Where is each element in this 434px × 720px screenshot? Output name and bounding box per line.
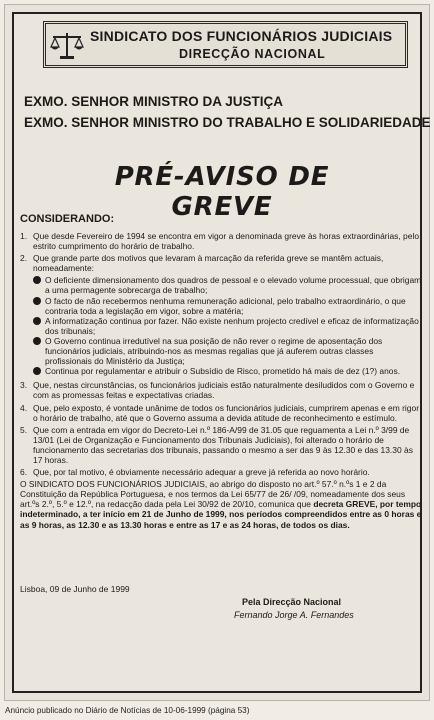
bullet-text: Continua por regulamentar e atribuir o Subsídio de Risco, prometido há mais de dez (1?) anos. [45, 366, 401, 377]
announcement-frame [12, 12, 431, 693]
union-header [43, 21, 408, 68]
bullet-item [33, 316, 422, 336]
list-item [20, 403, 422, 423]
item-number: 5. [20, 424, 28, 435]
announcement-body [20, 231, 422, 530]
closing-paragraph [20, 479, 422, 529]
item-number: 1. [20, 231, 28, 241]
list-item [20, 467, 422, 477]
bullet-item [33, 336, 422, 366]
bullet-text: O Governo continua irredutível na sua posição de não rever o regime de aposentação dos funcionários judiciais, atribuindo-nos as mesmas regalias que já auferem outras classes profissionais do Ministério da Justiça; [45, 335, 383, 367]
union-name: SINDICATO DOS FUNCIONÁRIOS JUDICIAIS [90, 28, 393, 44]
closing-text: O SINDICATO DOS FUNCIONÁRIOS JUDICIAIS, ao abrigo do disposto no art.º 57.º n.ºs 1 e 2 da Constituição da República Portuguesa, e nos termos da Lei 65/77 de 26/ /09, nomeadamente dos seus art.ºs 2.º, 5.º e 12.º, na redacção dada pela Lei 30/92 de 20/10, comunica que [20, 479, 406, 510]
item-number: 2. [20, 253, 28, 264]
strike-declaration: decreta GREVE, por tempo indeterminado, a ter início em 21 de Junho de 1999, nos períodos compreendidos entre as 0 horas e as 9 horas, as 12.30 e as 13.30 horas e entre as 17 e as 24 horas, de todos os dias. [20, 499, 422, 530]
item-text: Que, nestas circunstâncias, os funcionários judiciais estão naturalmente desiludidos com o Governo e com as promessas feitas e expectativas criadas. [33, 380, 415, 401]
addressee-justice-minister: EXMO. SENHOR MINISTRO DA JUSTIÇA [24, 94, 284, 109]
bullet-item [33, 296, 422, 316]
signature-body: Pela Direcção Nacional [242, 597, 342, 607]
bullet-icon [33, 367, 41, 375]
bullet-icon [33, 337, 41, 345]
item-text: Que grande parte dos motivos que levaram à marcação da referida greve se mantêm actuais, nomeadamente: [33, 253, 384, 274]
bullet-icon [33, 276, 41, 284]
list-item [20, 380, 422, 400]
bullet-text: A informatização continua por fazer. Não existe nenhum projecto credível e eficaz de informatização dos tribunais; [45, 315, 419, 336]
newspaper-clipping [4, 4, 430, 701]
place-date: Lisboa, 09 de Junho de 1999 [20, 584, 130, 594]
item-number: 6. [20, 467, 28, 478]
addressee-labour-minister: EXMO. SENHOR MINISTRO DO TRABALHO E SOLIDARIEDADE [24, 115, 431, 130]
bullet-icon [33, 317, 41, 325]
item-text: Que, pelo exposto, é vontade unânime de todos os funcionários judiciais, cumprirem apenas e em rigor o horário de trabalho, até que o Governo assuma a devida atitude de reconhecimento e estímulo. [33, 402, 419, 423]
considering-heading: CONSIDERANDO: [20, 213, 115, 225]
item-number: 3. [20, 380, 28, 391]
bullet-item [33, 366, 422, 376]
publication-caption: Anúncio publicado no Diário de Notícias de 10-06-1999 (página 53) [5, 706, 250, 715]
list-item [20, 231, 422, 251]
item-text: Que desde Fevereiro de 1994 se encontra em vigor a denominada greve às horas extraordinárias, pelo estrito cumprimento do horário de trabalho. [33, 231, 420, 252]
scales-of-justice-icon [50, 30, 84, 60]
bullet-text: O deficiente dimensionamento dos quadros de pessoal e o elevado volume processual, que obrigam a uma permagente sobrecarga de trabalho; [45, 275, 422, 296]
document-title: PRÉ-AVISO DE GREVE [114, 162, 330, 222]
item-text: Que com a entrada em vigor do Decreto-Lei n.º 186-A/99 de 31.05 que reguamenta a Lei n.º 3/99 de 13/01 (Lei de Organização e Funcionamento dos Tribunais Judiciais), foi alterado o horário de funcionamento das secretarias dos tribunais, passando o mesmo a ser das 9 às 12.30 e das 13.30 às 17 horas. [33, 424, 413, 465]
union-division: DIRECÇÃO NACIONAL [179, 47, 326, 61]
list-item [20, 425, 422, 465]
bullet-icon [33, 297, 41, 305]
bullet-text: O facto de não recebermos nenhuma remuneração adicional, pelo trabalho extraordinário, o que contraria toda a legislação em vigor, sobre a matéria; [45, 295, 406, 316]
item-text: Que, por tal motivo, é obviamente necessário adequar a greve já referida ao novo horário. [33, 467, 370, 478]
bullet-item [33, 275, 422, 295]
list-item [20, 253, 422, 273]
item-number: 4. [20, 402, 28, 413]
signature-name: Fernando Jorge A. Fernandes [234, 610, 354, 620]
